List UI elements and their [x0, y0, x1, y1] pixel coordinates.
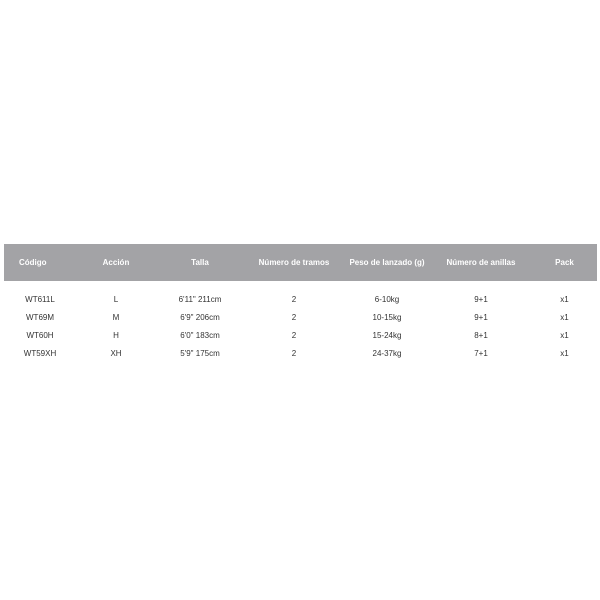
cell-pack: x1 [560, 330, 569, 340]
header-codigo: Código [19, 258, 47, 267]
cell-tramos: 2 [291, 348, 297, 358]
header-pack: Pack [555, 258, 574, 267]
table-row [4, 326, 597, 344]
table-header [4, 244, 597, 281]
header-numero-tramos: Número de tramos [258, 258, 330, 267]
cell-talla: 6'0" 183cm [180, 330, 220, 340]
cell-codigo: WT69M [26, 312, 54, 322]
cell-accion: M [112, 312, 120, 322]
cell-peso: 10-15kg [372, 312, 402, 322]
header-accion: Acción [102, 258, 130, 267]
cell-codigo: WT60H [26, 330, 54, 340]
header-peso-lanzado: Peso de lanzado (g) [349, 258, 425, 267]
table-row [4, 281, 597, 308]
cell-codigo: WT611L [25, 294, 55, 304]
table-row [4, 308, 597, 326]
cell-tramos: 2 [291, 294, 297, 304]
cell-anillas: 7+1 [474, 348, 488, 358]
cell-tramos: 2 [291, 330, 297, 340]
cell-tramos: 2 [291, 312, 297, 322]
cell-pack: x1 [560, 294, 569, 304]
cell-codigo: WT59XH [23, 348, 57, 358]
cell-accion: H [113, 330, 119, 340]
cell-anillas: 9+1 [474, 312, 488, 322]
table-header-row [4, 244, 597, 281]
cell-peso: 6-10kg [374, 294, 400, 304]
cell-talla: 6'11" 211cm [178, 294, 222, 304]
cell-anillas: 9+1 [474, 294, 488, 304]
table-body [4, 281, 597, 362]
cell-talla: 5'9" 175cm [180, 348, 220, 358]
cell-accion: XH [110, 348, 122, 358]
header-talla: Talla [191, 258, 209, 267]
cell-pack: x1 [560, 312, 569, 322]
header-numero-anillas: Número de anillas [446, 258, 516, 267]
cell-accion: L [113, 294, 119, 304]
cell-peso: 24-37kg [372, 348, 402, 358]
cell-talla: 6'9" 206cm [180, 312, 220, 322]
product-spec-table [4, 244, 597, 362]
cell-pack: x1 [560, 348, 569, 358]
table-row [4, 344, 597, 362]
cell-anillas: 8+1 [474, 330, 488, 340]
cell-peso: 15-24kg [372, 330, 402, 340]
